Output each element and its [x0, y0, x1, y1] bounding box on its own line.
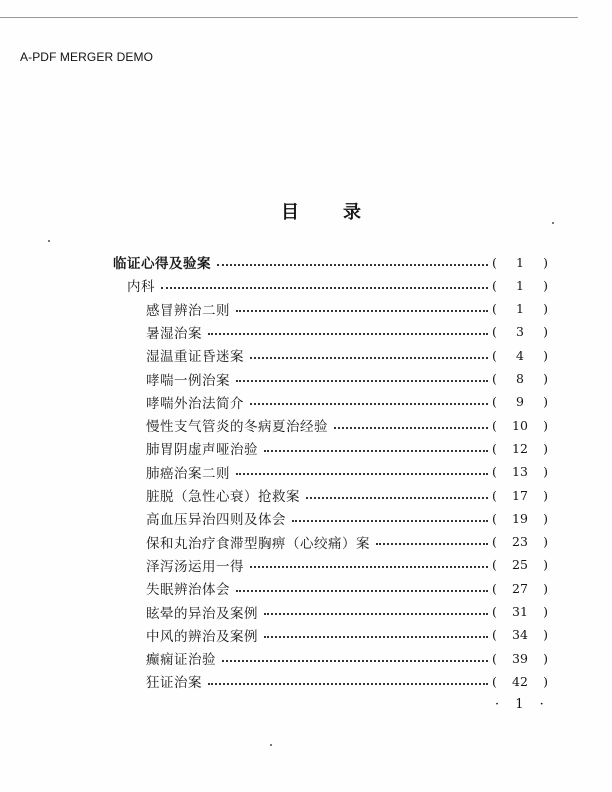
- toc-entry: [146, 438, 548, 458]
- watermark-text: A-PDF MERGER DEMO: [20, 50, 154, 64]
- open-paren: (: [492, 534, 497, 550]
- toc-page-number: 10: [512, 417, 528, 433]
- toc-entry: [146, 625, 548, 645]
- open-paren: (: [492, 301, 497, 317]
- toc-page-number: 19: [512, 510, 528, 526]
- toc-entry: [146, 578, 548, 598]
- close-paren: ): [543, 510, 548, 526]
- toc-page-number: 3: [516, 324, 524, 340]
- toc-entry: [146, 532, 548, 552]
- toc-page-ref: [488, 464, 548, 479]
- toc-page-ref: [488, 371, 548, 386]
- toc-entry: [146, 508, 548, 528]
- close-paren: ): [543, 487, 548, 503]
- toc-entry: [127, 275, 548, 295]
- toc-leader-dots: [376, 542, 488, 545]
- toc-entry-title: 狂证治案: [146, 675, 202, 692]
- toc-page-number: 1: [516, 254, 524, 270]
- title-char-2: 录: [343, 202, 361, 223]
- toc-entry: [146, 345, 548, 365]
- toc-page-ref: [488, 604, 548, 619]
- toc-entry: [146, 322, 548, 342]
- open-paren: (: [492, 417, 497, 433]
- toc-page-number: 17: [512, 487, 528, 503]
- close-paren: ): [543, 417, 548, 433]
- toc-page-ref: [488, 511, 548, 526]
- toc-page-number: 4: [516, 347, 524, 363]
- close-paren: ): [543, 277, 548, 293]
- open-paren: (: [492, 254, 497, 270]
- toc-leader-dots: [264, 612, 488, 615]
- toc-entry: [146, 392, 548, 412]
- toc-page-number: 13: [512, 464, 528, 480]
- toc-page-number: 23: [512, 534, 528, 550]
- toc-leader-dots: [236, 309, 488, 312]
- toc-entry-title: 保和丸治疗食滞型胸痹（心绞痛）案: [146, 535, 370, 552]
- open-paren: (: [492, 580, 497, 596]
- toc-entry-title: 感冒辨治二则: [146, 302, 230, 319]
- toc-page-number: 8: [516, 371, 524, 386]
- toc-page-ref: [488, 418, 548, 433]
- close-paren: ): [543, 673, 548, 689]
- close-paren: ): [543, 440, 548, 456]
- toc-leader-dots: [161, 286, 488, 289]
- toc-page-number: 25: [512, 557, 528, 573]
- toc-page-ref: [488, 255, 548, 270]
- toc-entry-title: 眩晕的异治及案例: [146, 605, 258, 622]
- open-paren: (: [492, 487, 497, 503]
- toc-entry-title: 癫痫证治验: [146, 652, 216, 669]
- toc-page-ref: [488, 674, 548, 689]
- title-char-1: 目: [281, 202, 299, 223]
- toc-page-ref: [488, 301, 548, 316]
- toc-leader-dots: [264, 449, 488, 452]
- open-paren: (: [492, 371, 497, 386]
- toc-page-number: 1: [516, 301, 524, 317]
- open-paren: (: [492, 347, 497, 363]
- toc-entry: [146, 462, 548, 482]
- toc-entry: [113, 252, 548, 272]
- toc-page-ref: [488, 581, 548, 596]
- toc-page-number: 12: [512, 440, 528, 456]
- close-paren: ): [543, 580, 548, 596]
- open-paren: (: [492, 394, 497, 410]
- toc-page-ref: [488, 394, 548, 409]
- toc-page-number: 1: [516, 277, 524, 293]
- open-paren: (: [492, 557, 497, 573]
- toc-entry: [146, 602, 548, 622]
- close-paren: ): [543, 301, 548, 317]
- toc-page-number: 31: [512, 604, 528, 619]
- toc-leader-dots: [217, 263, 488, 266]
- toc-entry-title: 中风的辨治及案例: [146, 628, 258, 645]
- toc-entry-title: 慢性支气管炎的冬病夏治经验: [146, 419, 328, 436]
- close-paren: ): [543, 254, 548, 270]
- open-paren: (: [492, 673, 497, 689]
- toc-page-number: 9: [516, 394, 524, 410]
- close-paren: ): [543, 324, 548, 340]
- close-paren: ): [543, 394, 548, 410]
- toc-entry-title: 哮喘外治法简介: [146, 395, 244, 412]
- toc-leader-dots: [208, 332, 488, 335]
- toc-page-ref: [488, 488, 548, 503]
- toc-entry-title: 肺癌治案二则: [146, 465, 230, 482]
- page-number: · 1 ·: [495, 697, 550, 712]
- toc-entry: [146, 671, 548, 691]
- close-paren: ): [543, 347, 548, 363]
- open-paren: (: [492, 627, 497, 643]
- toc-entry-title: 脏脱（急性心衰）抢救案: [146, 489, 300, 505]
- toc-page-ref: [488, 348, 548, 363]
- toc-entry-title: 湿温重证昏迷案: [146, 349, 244, 366]
- toc-entry: [146, 415, 548, 435]
- toc-page-ref: [488, 324, 548, 339]
- toc-page-ref: [488, 534, 548, 549]
- toc-entry-title: 失眠辨治体会: [146, 582, 230, 599]
- close-paren: ): [543, 371, 548, 386]
- toc-page-number: 42: [512, 673, 528, 689]
- open-paren: (: [492, 324, 497, 340]
- toc-leader-dots: [236, 379, 488, 382]
- toc-entry: [146, 648, 548, 668]
- toc-leader-dots: [334, 426, 488, 429]
- close-paren: ): [543, 557, 548, 573]
- toc-page-number: 27: [512, 580, 528, 596]
- toc-entry: [146, 485, 548, 505]
- toc-entry: [146, 555, 548, 575]
- open-paren: (: [492, 440, 497, 456]
- toc-page-number: 39: [512, 650, 528, 666]
- toc-leader-dots: [250, 565, 488, 568]
- open-paren: (: [492, 510, 497, 526]
- open-paren: (: [492, 650, 497, 666]
- toc-leader-dots: [306, 496, 488, 499]
- toc-leader-dots: [250, 356, 488, 359]
- toc-leader-dots: [264, 635, 488, 638]
- open-paren: (: [492, 604, 497, 619]
- close-paren: ): [543, 604, 548, 619]
- toc-leader-dots: [292, 519, 488, 522]
- scan-speck: [552, 222, 554, 224]
- toc-entry-title: 临证心得及验案: [113, 256, 211, 272]
- toc-entry: [146, 299, 548, 319]
- close-paren: ): [543, 534, 548, 550]
- scan-speck: [48, 240, 50, 242]
- close-paren: ): [543, 627, 548, 643]
- toc-entry-title: 泽泻汤运用一得: [146, 558, 244, 575]
- toc-entry: [146, 369, 548, 389]
- scan-speck: [270, 744, 272, 746]
- toc-page-ref: [488, 557, 548, 572]
- toc-entry-title: 高血压异治四则及体会: [146, 512, 286, 529]
- toc-page-ref: [488, 441, 548, 456]
- toc-leader-dots: [250, 402, 488, 405]
- toc-leader-dots: [236, 472, 488, 475]
- toc-entry-title: 内科: [127, 279, 155, 296]
- toc-leader-dots: [236, 589, 488, 592]
- open-paren: (: [492, 277, 497, 293]
- toc-page-ref: [488, 278, 548, 293]
- toc-entry-title: 暑湿治案: [146, 325, 202, 342]
- open-paren: (: [492, 464, 497, 480]
- toc-leader-dots: [208, 682, 488, 685]
- toc-leader-dots: [222, 659, 488, 662]
- toc-page-number: 34: [512, 627, 528, 643]
- toc-page-ref: [488, 627, 548, 642]
- close-paren: ): [543, 464, 548, 480]
- toc-entry-title: 哮喘一例治案: [146, 372, 230, 389]
- close-paren: ): [543, 650, 548, 666]
- toc-entry-title: 肺胃阴虚声哑治验: [146, 442, 258, 459]
- toc-page-ref: [488, 651, 548, 666]
